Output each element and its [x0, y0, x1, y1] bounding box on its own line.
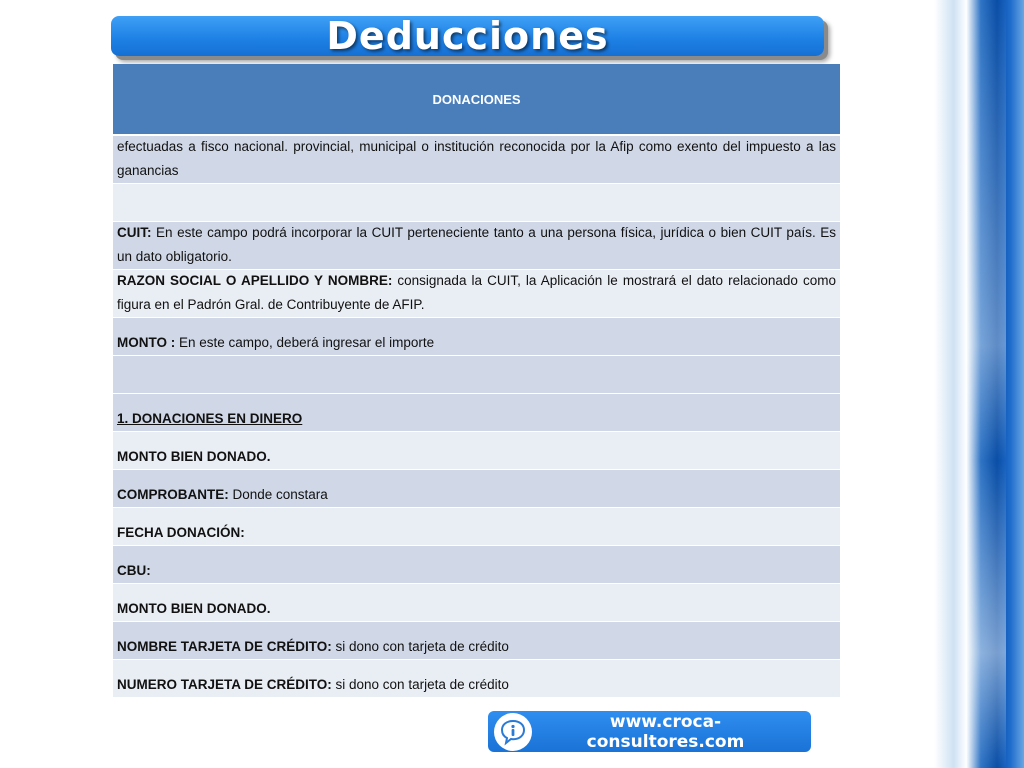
row-label: MONTO :: [117, 335, 176, 350]
row-text: si dono con tarjeta de crédito: [331, 639, 509, 654]
table-row: [113, 270, 840, 318]
row-label: CUIT:: [117, 225, 152, 240]
row-text: En este campo podrá incorporar la CUIT perteneciente tanto a una persona física, jurídica o bien CUIT país. Es un dato obligatorio.: [117, 225, 836, 264]
row-label: MONTO BIEN DONADO.: [117, 601, 271, 616]
table-row: [113, 136, 840, 184]
row-label: COMPROBANTE:: [117, 487, 229, 502]
donaciones-table: [113, 64, 840, 698]
table-row: [113, 470, 840, 508]
row-label: CBU:: [117, 563, 151, 578]
table-header: DONACIONES: [113, 64, 840, 136]
footer-website-link[interactable]: www.croca-consultores.com: [586, 711, 745, 752]
section-heading: 1. DONACIONES EN DINERO: [117, 411, 303, 426]
row-label: NUMERO TARJETA DE CRÉDITO:: [117, 677, 332, 692]
table-row: [113, 546, 840, 584]
table-row: [113, 394, 840, 432]
table-row-empty: [113, 356, 840, 394]
row-text: efectuadas a fisco nacional. provincial, municipal o institución reconocida por la Afip como exento del impuesto a las ganancias: [117, 139, 836, 178]
row-label: MONTO BIEN DONADO.: [117, 449, 271, 464]
slide-title: Deducciones: [326, 14, 609, 58]
right-decorative-stripe: [934, 0, 1024, 768]
table-row: [113, 508, 840, 546]
table-row: [113, 622, 840, 660]
row-text: consignada la CUIT, la Aplicación le mostrará el dato relacionado como figura en el Padrón Gral. de Contribuyente de AFIP.: [117, 273, 836, 312]
footer-banner: [488, 711, 811, 752]
row-label: FECHA DONACIÓN:: [117, 525, 245, 540]
speech-bubble-info-icon: [494, 713, 532, 751]
stripe-highlight: [966, 0, 1006, 768]
title-bar: [111, 16, 824, 56]
table-row-empty: [113, 184, 840, 222]
row-text: En este campo, deberá ingresar el importe: [175, 335, 435, 350]
table-row: [113, 584, 840, 622]
row-text: si dono con tarjeta de crédito: [331, 677, 509, 692]
row-label: RAZON SOCIAL O APELLIDO Y NOMBRE:: [117, 273, 393, 288]
table-row: [113, 222, 840, 270]
table-row: [113, 318, 840, 356]
table-row: [113, 660, 840, 698]
row-text: Donde constara: [228, 487, 328, 502]
row-label: NOMBRE TARJETA DE CRÉDITO:: [117, 639, 332, 654]
table-row: [113, 432, 840, 470]
